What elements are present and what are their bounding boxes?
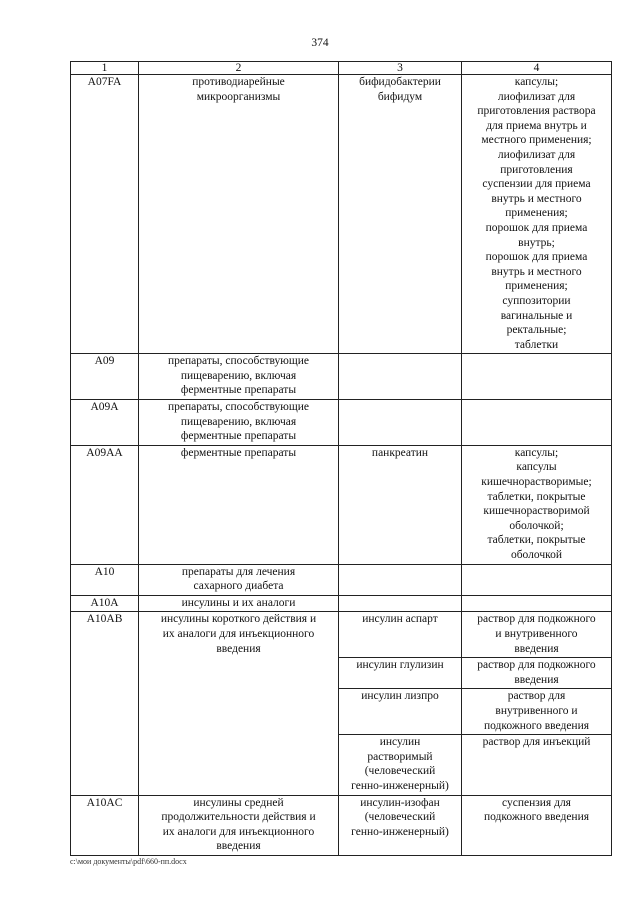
- drug-name-cell-line: инсулин лизпро: [361, 690, 439, 703]
- dosage-forms-cell-line: внутривенного и: [495, 704, 578, 717]
- group-name-cell-line: ферментные препараты: [180, 446, 297, 459]
- group-name-cell-line: пищеварению, включая: [180, 369, 297, 382]
- dosage-forms-cell: [462, 612, 612, 658]
- group-name-cell-line: противодиарейные: [192, 76, 285, 88]
- table-row: [71, 795, 612, 855]
- table-row: [71, 564, 612, 595]
- dosage-forms-cell-line: внутрь и местного: [491, 265, 582, 278]
- header-cell-4: 4: [462, 62, 612, 75]
- drug-name-cell-line: панкреатин: [371, 446, 429, 459]
- dosage-forms-cell-line: внутрь и местного: [491, 192, 582, 205]
- group-name-cell: [139, 564, 339, 595]
- table-row: [71, 75, 612, 354]
- dosage-forms-cell-line: капсулы: [516, 461, 557, 474]
- group-name-cell: [139, 445, 339, 564]
- dosage-forms-cell-line: раствор для подкожного: [477, 659, 596, 672]
- atc-code-cell: A10A: [71, 595, 139, 612]
- drug-name-cell: [339, 658, 462, 689]
- group-name-cell-line: инсулины и их аналоги: [181, 596, 296, 609]
- dosage-forms-cell: [462, 689, 612, 735]
- dosage-forms-cell-line: оболочкой: [510, 549, 563, 561]
- dosage-forms-cell-line: таблетки, покрытые: [487, 534, 586, 547]
- group-name-cell: [139, 595, 339, 612]
- group-name-cell: [139, 354, 339, 400]
- group-name-cell-line: препараты для лечения: [181, 565, 296, 578]
- dosage-forms-cell-line: порошок для приема: [485, 221, 588, 234]
- drug-name-cell-line: инсулин: [379, 736, 421, 749]
- dosage-forms-cell: [462, 658, 612, 689]
- dosage-forms-cell-line: таблетки: [514, 338, 559, 351]
- dosage-forms-cell: [462, 400, 612, 446]
- dosage-forms-cell-line: местного применения;: [481, 134, 592, 147]
- header-cell-1: 1: [71, 62, 139, 75]
- dosage-forms-cell-line: раствор для: [507, 690, 566, 703]
- table-row: [71, 400, 612, 446]
- group-name-cell-line: их аналоги для инъекционного: [162, 825, 315, 838]
- dosage-forms-cell-line: применения;: [505, 207, 568, 220]
- drug-name-cell: [339, 75, 462, 354]
- table-row: [71, 445, 612, 564]
- dosage-forms-cell-line: капсулы;: [514, 446, 559, 459]
- dosage-forms-cell-line: вагинальные и: [500, 309, 573, 322]
- dosage-forms-cell: [462, 795, 612, 855]
- drug-name-cell-line: генно-инженерный): [351, 779, 449, 792]
- group-name-cell-line: сахарного диабета: [193, 580, 284, 593]
- group-name-cell-line: пищеварению, включая: [180, 415, 297, 428]
- dosage-forms-cell-line: капсулы;: [514, 76, 559, 88]
- drug-name-cell: [339, 564, 462, 595]
- table-header-row: [71, 62, 612, 75]
- dosage-forms-cell-line: внутрь;: [518, 236, 555, 249]
- dosage-forms-cell-line: введения: [514, 673, 559, 686]
- drug-name-cell-line: (человеческий: [364, 765, 436, 778]
- drug-name-cell: [339, 445, 462, 564]
- atc-code-cell: A10: [71, 564, 139, 595]
- footer-file-path: c:\мои документы\pdf\660-пп.docx: [70, 857, 187, 866]
- group-name-cell-line: препараты, способствующие: [168, 401, 309, 414]
- drug-name-cell: [339, 400, 462, 446]
- group-name-cell-line: инсулины короткого действия и: [160, 613, 317, 626]
- group-name-cell-line: продолжительности действия и: [161, 811, 316, 824]
- dosage-forms-cell-line: подкожного введения: [483, 719, 590, 732]
- table-row: [71, 612, 612, 658]
- group-name-cell-line: ферментные препараты: [180, 430, 297, 443]
- dosage-forms-cell-line: введения: [514, 642, 559, 655]
- group-name-cell-line: введения: [216, 840, 261, 853]
- dosage-forms-cell-line: ректальные;: [506, 324, 567, 337]
- atc-code-cell: A09AA: [71, 445, 139, 564]
- dosage-forms-cell-line: приготовления раствора: [477, 105, 596, 118]
- group-name-cell-line: инсулины средней: [193, 796, 284, 809]
- drug-name-cell: [339, 735, 462, 795]
- group-name-cell: [139, 795, 339, 855]
- atc-code-cell: A10AB: [71, 612, 139, 795]
- group-name-cell: [139, 400, 339, 446]
- dosage-forms-cell-line: подкожного введения: [483, 811, 590, 824]
- dosage-forms-cell: [462, 75, 612, 354]
- dosage-forms-cell-line: приготовления: [500, 163, 573, 176]
- group-name-cell: [139, 75, 339, 354]
- header-cell-3: 3: [339, 62, 462, 75]
- dosage-forms-cell-line: суппозитории: [502, 294, 571, 307]
- dosage-forms-cell: [462, 354, 612, 400]
- drug-name-cell: [339, 689, 462, 735]
- dosage-forms-cell-line: применения;: [505, 280, 568, 293]
- dosage-forms-cell: [462, 735, 612, 795]
- dosage-forms-cell-line: раствор для подкожного: [477, 613, 596, 626]
- header-cell-2: 2: [139, 62, 339, 75]
- drug-name-cell-line: инсулин глулизин: [356, 659, 444, 672]
- group-name-cell-line: их аналоги для инъекционного: [162, 627, 315, 640]
- drug-name-cell: [339, 354, 462, 400]
- drug-table: [70, 61, 612, 856]
- group-name-cell-line: микроорганизмы: [196, 90, 281, 103]
- dosage-forms-cell-line: оболочкой;: [509, 519, 564, 532]
- group-name-cell-line: препараты, способствующие: [168, 355, 309, 368]
- table-row: [71, 354, 612, 400]
- dosage-forms-cell-line: суспензии для приема: [482, 178, 591, 191]
- drug-name-cell-line: инсулин аспарт: [362, 613, 438, 626]
- dosage-forms-cell: [462, 445, 612, 564]
- dosage-forms-cell-line: и внутривенного: [495, 627, 578, 640]
- atc-code-cell: A10AC: [71, 795, 139, 855]
- dosage-forms-cell-line: лиофилизат для: [497, 148, 576, 161]
- drug-name-cell: [339, 595, 462, 612]
- dosage-forms-cell-line: суспензия для: [502, 796, 571, 809]
- group-name-cell: [139, 612, 339, 795]
- drug-name-cell: [339, 795, 462, 855]
- atc-code-cell: A09: [71, 354, 139, 400]
- dosage-forms-cell: [462, 564, 612, 595]
- dosage-forms-cell-line: таблетки, покрытые: [487, 490, 586, 503]
- page-number: 374: [311, 37, 329, 49]
- drug-name-cell-line: бифидум: [377, 90, 423, 103]
- dosage-forms-cell: [462, 595, 612, 612]
- dosage-forms-cell-line: порошок для приема: [485, 251, 588, 264]
- table-body: [71, 62, 612, 856]
- atc-code-cell: A09A: [71, 400, 139, 446]
- dosage-forms-cell-line: кишечнорастворимые;: [481, 476, 592, 489]
- atc-code-cell: A07FA: [71, 75, 139, 354]
- group-name-cell-line: ферментные препараты: [180, 384, 297, 397]
- drug-name-cell: [339, 612, 462, 658]
- dosage-forms-cell-line: раствор для инъекций: [482, 736, 591, 749]
- dosage-forms-cell-line: лиофилизат для: [497, 90, 576, 103]
- drug-name-cell-line: инсулин-изофан: [360, 796, 440, 809]
- drug-name-cell-line: бифидобактерии: [359, 76, 441, 88]
- drug-name-cell-line: генно-инженерный): [351, 825, 449, 838]
- dosage-forms-cell-line: для приема внутрь и: [486, 119, 587, 132]
- dosage-forms-cell-line: кишечнорастворимой: [483, 505, 590, 518]
- group-name-cell-line: введения: [216, 642, 261, 655]
- drug-name-cell-line: растворимый: [367, 750, 433, 763]
- drug-name-cell-line: (человеческий: [364, 811, 436, 824]
- table-row: [71, 595, 612, 612]
